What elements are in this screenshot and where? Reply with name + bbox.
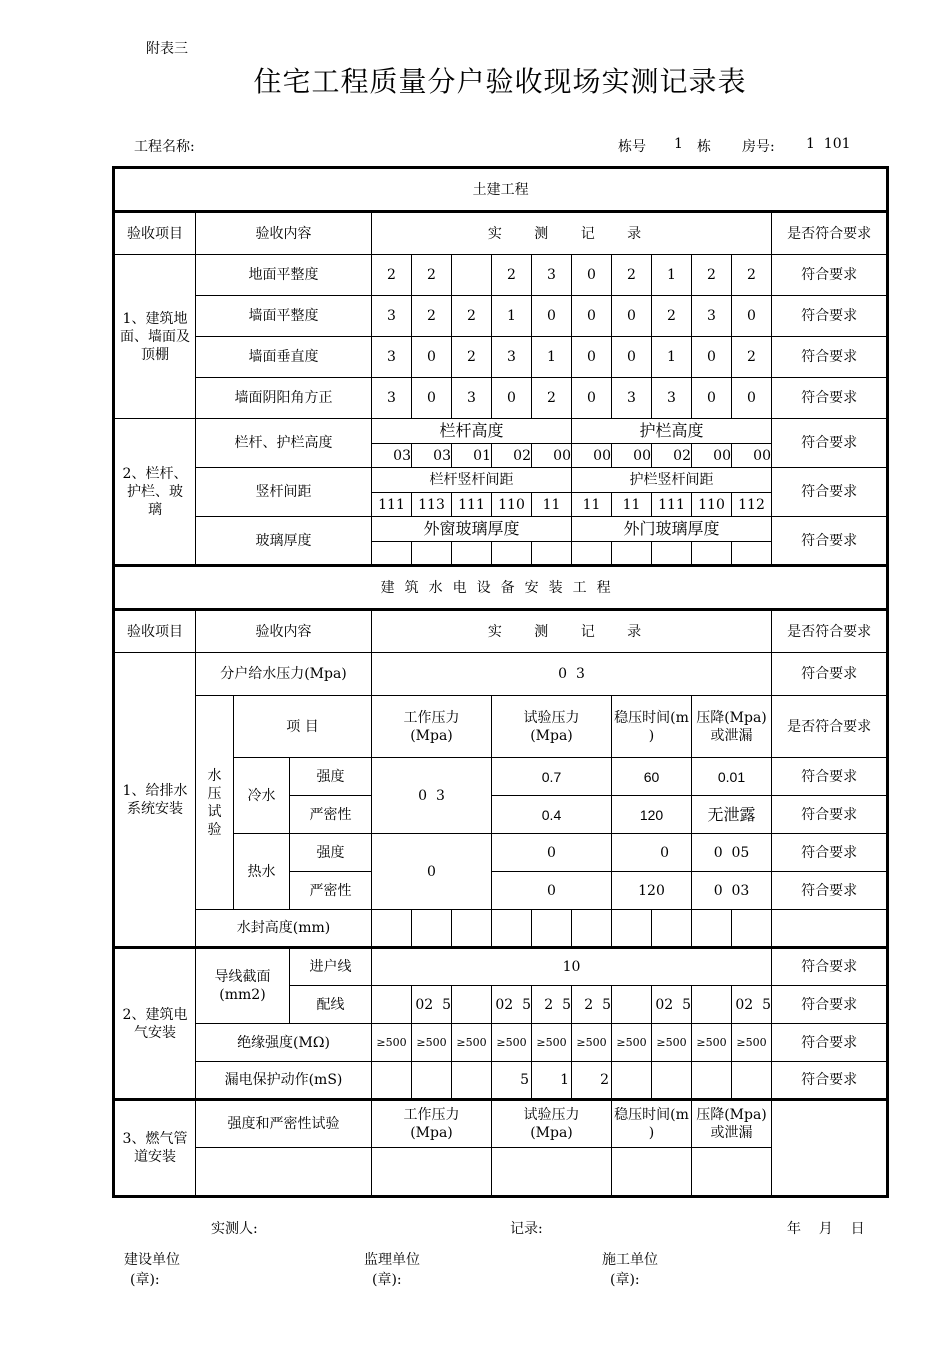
civil-row-name: 墙面垂直度 <box>196 337 372 378</box>
value-cell: 111 <box>652 493 692 517</box>
value-cell: 00 <box>612 444 652 468</box>
col-work-pressure: 工作压力(Mpa) <box>372 696 492 758</box>
conform-result: 符合要求 <box>772 796 888 834</box>
wire-section-label: 导线截面(mm2) <box>196 948 290 1024</box>
gas-drop-value <box>692 1148 772 1197</box>
gas-col-work: 工作压力(Mpa) <box>372 1100 492 1148</box>
measurer-label: 实测人: <box>211 1221 258 1237</box>
sub-header-right: 外门玻璃厚度 <box>572 517 772 542</box>
value-cell: 2 <box>412 296 452 337</box>
sub-header-left: 栏杆竖杆间距 <box>372 468 572 493</box>
value-cell <box>572 542 612 566</box>
value-cell: 2 <box>452 337 492 378</box>
attachment-label: 附表三 <box>146 41 188 57</box>
value-cell <box>652 1062 692 1100</box>
pressure-drop-value: 0.01 <box>692 758 772 796</box>
value-cell <box>412 1062 452 1100</box>
value-cell: 3 <box>372 378 412 419</box>
value-cell: 02 5 <box>412 986 452 1024</box>
value-cell: 2 <box>452 296 492 337</box>
col-conform: 是否符合要求 <box>772 696 888 758</box>
pressure-test-col-item: 项 目 <box>234 696 372 758</box>
value-cell: 0 <box>572 378 612 419</box>
value-cell <box>452 1062 492 1100</box>
value-cell: 1 <box>532 337 572 378</box>
conform-result: 符合要求 <box>772 419 888 468</box>
sub-header-right: 护栏竖杆间距 <box>572 468 772 493</box>
value-cell: 3 <box>372 296 412 337</box>
value-cell: 0 <box>412 337 452 378</box>
conform-result: 符合要求 <box>772 758 888 796</box>
value-cell: 111 <box>452 493 492 517</box>
test-row-name: 严密性 <box>290 796 372 834</box>
value-cell <box>612 910 652 948</box>
value-cell: 00 <box>692 444 732 468</box>
value-cell <box>452 542 492 566</box>
value-cell: 1 <box>532 1062 572 1100</box>
contractor-seal-label: (章): <box>610 1272 640 1288</box>
mep-col-content: 验收内容 <box>196 610 372 653</box>
supervisor-seal-label: (章): <box>372 1272 402 1288</box>
value-cell: 2 <box>692 255 732 296</box>
value-cell: 0 <box>572 337 612 378</box>
value-cell: 0 <box>732 296 772 337</box>
conform-result: 符合要求 <box>772 468 888 517</box>
value-cell: 2 <box>652 296 692 337</box>
gas-col-time: 稳压时间(m ) <box>612 1100 692 1148</box>
value-cell: 2 <box>732 255 772 296</box>
record-table <box>112 166 889 1198</box>
value-cell <box>412 910 452 948</box>
cold-water-label: 冷水 <box>234 758 290 834</box>
value-cell <box>372 910 412 948</box>
value-cell: 0 <box>612 296 652 337</box>
value-cell: ≥500 <box>652 1024 692 1062</box>
conform-result: 符合要求 <box>772 834 888 872</box>
hot-water-label: 热水 <box>234 834 290 910</box>
value-cell: ≥500 <box>612 1024 652 1062</box>
page-title: 住宅工程质量分户验收现场实测记录表 <box>253 65 747 98</box>
value-cell <box>412 542 452 566</box>
test-row-name: 严密性 <box>290 872 372 910</box>
value-cell: 02 <box>652 444 692 468</box>
value-cell: 113 <box>412 493 452 517</box>
value-cell: 2 <box>532 378 572 419</box>
value-cell: 110 <box>692 493 732 517</box>
value-cell: 1 <box>492 296 532 337</box>
civil-row-name: 玻璃厚度 <box>196 517 372 566</box>
value-cell: ≥500 <box>532 1024 572 1062</box>
value-cell: 110 <box>492 493 532 517</box>
test-pressure-value: 0 <box>492 872 612 910</box>
value-cell: ≥500 <box>492 1024 532 1062</box>
value-cell <box>452 986 492 1024</box>
gas-blank <box>196 1148 372 1197</box>
civil-group1-label: 1、建筑地面、墙面及顶棚 <box>114 255 196 419</box>
col-stable-time: 稳压时间(m ) <box>612 696 692 758</box>
incoming-line-value: 10 <box>372 948 772 986</box>
value-cell: 2 <box>492 255 532 296</box>
value-cell <box>372 1062 412 1100</box>
gas-time-value <box>612 1148 692 1197</box>
value-cell: ≥500 <box>572 1024 612 1062</box>
gas-test-value <box>492 1148 612 1197</box>
mep-section-title: 建筑水电设备安装工程 <box>114 566 888 610</box>
value-cell: 5 <box>492 1062 532 1100</box>
mep-group2-label: 2、建筑电气安装 <box>114 948 196 1100</box>
supply-pressure-value: 0 3 <box>372 653 772 696</box>
gas-col-test: 试验压力(Mpa) <box>492 1100 612 1148</box>
room-label: 房号: <box>742 139 775 155</box>
test-pressure-value: 0.7 <box>492 758 612 796</box>
insulation-label: 绝缘强度(MΩ) <box>196 1024 372 1062</box>
value-cell: 3 <box>372 337 412 378</box>
civil-row-name: 地面平整度 <box>196 255 372 296</box>
conform-result: 符合要求 <box>772 653 888 696</box>
value-cell: 0 <box>732 378 772 419</box>
pressure-drop-value: 0 05 <box>692 834 772 872</box>
building-label: 栋号 <box>618 139 646 155</box>
conform-result: 符合要求 <box>772 1062 888 1100</box>
incoming-line-label: 进户线 <box>290 948 372 986</box>
value-cell <box>612 1062 652 1100</box>
civil-section-title: 土建工程 <box>114 168 888 212</box>
stable-time-value: 0 <box>612 834 692 872</box>
owner-seal-label: (章): <box>130 1272 160 1288</box>
col-test-pressure: 试验压力(Mpa) <box>492 696 612 758</box>
mep-col-conform: 是否符合要求 <box>772 610 888 653</box>
value-cell: 0 <box>692 378 732 419</box>
value-cell: ≥500 <box>452 1024 492 1062</box>
supervisor-unit-label: 监理单位 <box>364 1252 420 1268</box>
conform-result <box>772 1100 888 1197</box>
value-cell: ≥500 <box>372 1024 412 1062</box>
gas-work-value <box>372 1148 492 1197</box>
value-cell: 0 <box>612 337 652 378</box>
value-cell: 11 <box>612 493 652 517</box>
civil-row-name: 墙面阴阳角方正 <box>196 378 372 419</box>
value-cell: 0 <box>492 378 532 419</box>
civil-col-conform: 是否符合要求 <box>772 212 888 255</box>
value-cell <box>612 542 652 566</box>
civil-col-record: 实 测 记 录 <box>372 212 772 255</box>
value-cell: ≥500 <box>732 1024 772 1062</box>
value-cell: 11 <box>532 493 572 517</box>
stable-time-value: 120 <box>612 796 692 834</box>
sub-header-left: 外窗玻璃厚度 <box>372 517 572 542</box>
civil-group2-label: 2、栏杆、护栏、玻璃 <box>114 419 196 566</box>
value-cell: 2 5 <box>532 986 572 1024</box>
value-cell: 3 <box>492 337 532 378</box>
mep-group1-label: 1、给排水系统安装 <box>114 653 196 948</box>
test-row-name: 强度 <box>290 758 372 796</box>
civil-row-name: 竖杆间距 <box>196 468 372 517</box>
value-cell: ≥500 <box>692 1024 732 1062</box>
test-row-name: 强度 <box>290 834 372 872</box>
conform-result: 符合要求 <box>772 255 888 296</box>
contractor-unit-label: 施工单位 <box>602 1252 658 1268</box>
value-cell <box>692 1062 732 1100</box>
conform-result: 符合要求 <box>772 517 888 566</box>
value-cell: 112 <box>732 493 772 517</box>
value-cell: 02 5 <box>732 986 772 1024</box>
value-cell: 03 <box>412 444 452 468</box>
value-cell: 01 <box>452 444 492 468</box>
value-cell <box>692 910 732 948</box>
owner-unit-label: 建设单位 <box>124 1252 180 1268</box>
value-cell: 03 <box>372 444 412 468</box>
civil-col-item: 验收项目 <box>114 212 196 255</box>
gas-col-drop: 压降(Mpa)或泄漏 <box>692 1100 772 1148</box>
conform-result <box>772 910 888 948</box>
leakage-label: 漏电保护动作(mS) <box>196 1062 372 1100</box>
value-cell <box>652 910 692 948</box>
mep-col-record: 实 测 记 录 <box>372 610 772 653</box>
value-cell: 2 <box>612 255 652 296</box>
value-cell: 00 <box>532 444 572 468</box>
hot-work-pressure: 0 <box>372 834 492 910</box>
value-cell <box>372 986 412 1024</box>
value-cell <box>692 986 732 1024</box>
value-cell <box>532 910 572 948</box>
value-cell: 02 5 <box>652 986 692 1024</box>
value-cell <box>452 255 492 296</box>
value-cell <box>492 542 532 566</box>
civil-row-name: 墙面平整度 <box>196 296 372 337</box>
branch-wire-label: 配线 <box>290 986 372 1024</box>
project-name-label: 工程名称: <box>134 139 195 155</box>
conform-result: 符合要求 <box>772 872 888 910</box>
value-cell: 2 <box>572 1062 612 1100</box>
sub-header-left: 栏杆高度 <box>372 419 572 444</box>
value-cell: 0 <box>572 296 612 337</box>
value-cell <box>732 910 772 948</box>
cold-work-pressure: 0 3 <box>372 758 492 834</box>
civil-row-name: 栏杆、护栏高度 <box>196 419 372 468</box>
value-cell: 11 <box>572 493 612 517</box>
col-pressure-drop: 压降(Mpa)或泄漏 <box>692 696 772 758</box>
value-cell: ≥500 <box>412 1024 452 1062</box>
mep-group3-label: 3、燃气管道安装 <box>114 1100 196 1197</box>
recorder-label: 记录: <box>510 1221 543 1237</box>
value-cell: 2 <box>732 337 772 378</box>
date-label: 年 月 日 <box>787 1221 865 1237</box>
stable-time-value: 120 <box>612 872 692 910</box>
pressure-drop-value: 0 03 <box>692 872 772 910</box>
conform-result: 符合要求 <box>772 1024 888 1062</box>
mep-col-item: 验收项目 <box>114 610 196 653</box>
value-cell: 3 <box>452 378 492 419</box>
value-cell: 1 <box>652 337 692 378</box>
conform-result: 符合要求 <box>772 337 888 378</box>
value-cell <box>572 910 612 948</box>
value-cell: 0 <box>412 378 452 419</box>
test-pressure-value: 0 <box>492 834 612 872</box>
value-cell: 1 <box>652 255 692 296</box>
value-cell <box>372 542 412 566</box>
value-cell: 02 5 <box>492 986 532 1024</box>
value-cell <box>452 910 492 948</box>
value-cell: 0 <box>572 255 612 296</box>
conform-result: 符合要求 <box>772 296 888 337</box>
value-cell: 00 <box>572 444 612 468</box>
value-cell <box>532 542 572 566</box>
sub-header-right: 护栏高度 <box>572 419 772 444</box>
room-number: 1 101 <box>806 136 851 152</box>
value-cell: 3 <box>612 378 652 419</box>
mep-row-name: 水封高度(mm) <box>196 910 372 948</box>
value-cell: 2 <box>372 255 412 296</box>
value-cell <box>732 1062 772 1100</box>
building-suffix: 栋 <box>697 139 711 155</box>
value-cell: 3 <box>532 255 572 296</box>
value-cell <box>692 542 732 566</box>
value-cell: 3 <box>652 378 692 419</box>
value-cell: 0 <box>532 296 572 337</box>
value-cell: 2 5 <box>572 986 612 1024</box>
pressure-test-label: 水压试验 <box>196 696 234 910</box>
value-cell: 3 <box>692 296 732 337</box>
stable-time-value: 60 <box>612 758 692 796</box>
conform-result: 符合要求 <box>772 948 888 986</box>
conform-result: 符合要求 <box>772 986 888 1024</box>
civil-col-content: 验收内容 <box>196 212 372 255</box>
building-number: 1 <box>674 136 683 152</box>
value-cell <box>732 542 772 566</box>
gas-test-label: 强度和严密性试验 <box>196 1100 372 1148</box>
mep-row-name: 分户给水压力(Mpa) <box>196 653 372 696</box>
value-cell: 02 <box>492 444 532 468</box>
conform-result: 符合要求 <box>772 378 888 419</box>
value-cell <box>492 910 532 948</box>
pressure-drop-value: 无泄露 <box>692 796 772 834</box>
value-cell: 111 <box>372 493 412 517</box>
value-cell: 00 <box>732 444 772 468</box>
value-cell <box>652 542 692 566</box>
value-cell: 2 <box>412 255 452 296</box>
value-cell: 0 <box>692 337 732 378</box>
test-pressure-value: 0.4 <box>492 796 612 834</box>
value-cell <box>612 986 652 1024</box>
